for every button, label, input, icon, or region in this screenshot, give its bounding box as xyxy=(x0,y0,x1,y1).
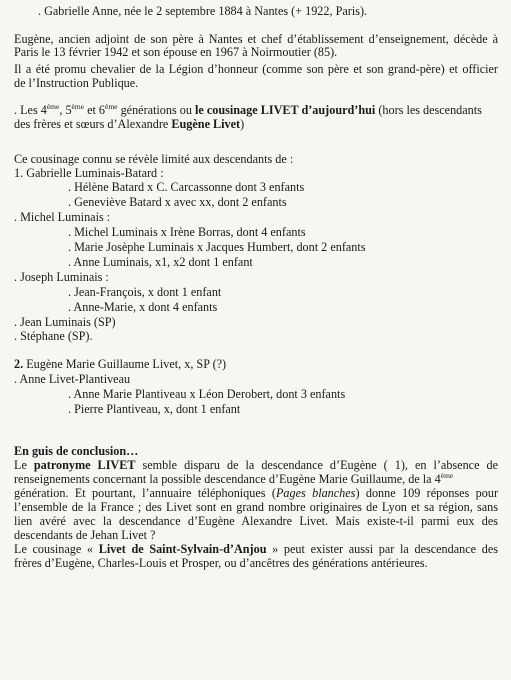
list-item: 2. Eugène Marie Guillaume Livet, x, SP (?) xyxy=(14,357,227,371)
list-item: . Anne-Marie, x dont 4 enfants xyxy=(68,300,218,314)
text-line: lien avéré avec la descendance d’Eugène Alexandre Livet. Mais existe-t-il parmi eux des xyxy=(14,514,498,528)
list-item: . Stéphane (SP). xyxy=(14,329,93,343)
list-item: . Pierre Plantiveau, x, dont 1 enfant xyxy=(68,402,241,416)
text-line: Le cousinage « Livet de Saint-Sylvain-d’Anjou » peut exister aussi par la descendance des xyxy=(14,542,498,556)
generations-heading-line: . Les 4ème, 5ème et 6ème générations ou le cousinage LIVET d’aujourd’hui (hors les descendants xyxy=(14,102,482,117)
cousinage-livet-bold: le cousinage LIVET d’aujourd’hui xyxy=(195,103,376,117)
list-item: . Anne Marie Plantiveau x Léon Derobert, dont 3 enfants xyxy=(68,387,346,401)
list-item: . Michel Luminais x Irène Borras, dont 4 enfants xyxy=(68,225,306,239)
conclusion-heading: En guis de conclusion… xyxy=(14,444,139,458)
text-line: descendants de Jehan Livet ? xyxy=(14,528,156,542)
generations-heading-line2: des frères et sœurs d’Alexandre Eugène Livet) xyxy=(14,117,245,131)
list-item: . Michel Luminais : xyxy=(14,210,111,224)
list-item: . Anne Livet-Plantiveau xyxy=(14,372,131,386)
list-item: . Anne Luminais, x1, x2 dont 1 enfant xyxy=(68,255,253,269)
list-item: . Geneviève Batard x avec xx, dont 2 enfants xyxy=(68,195,287,209)
text-line: de l’Instruction Publique. xyxy=(14,76,139,90)
text-line: l’ensemble de la France ; des Livet sont en grand nombre originaires de Lyon et sa région, sans xyxy=(14,500,498,514)
list-item: . Jean-François, x dont 1 enfant xyxy=(68,285,222,299)
list-item: . Hélène Batard x C. Carcassonne dont 3 enfants xyxy=(68,180,305,194)
list-item: . Joseph Luminais : xyxy=(14,270,109,284)
text-line: Paris le 13 février 1942 et son épouse en 1967 à Noirmoutier (85). xyxy=(14,45,338,59)
text-line: Il a été promu chevalier de la Légion d’honneur (comme son père et son grand-père) et officier xyxy=(14,62,498,76)
list-item: . Jean Luminais (SP) xyxy=(14,315,116,329)
text-line: Le patronyme LIVET semble disparu de la descendance d’Eugène ( 1), en l’absence de xyxy=(14,458,499,472)
intro-line: Ce cousinage connu se révèle limité aux descendants de : xyxy=(14,152,294,166)
text-line: frères d’Eugène, Charles-Louis et Prosper, ou d’ancêtres des générations antérieures. xyxy=(14,556,428,570)
list-item: 1. Gabrielle Luminais-Batard : xyxy=(14,166,164,180)
gabrielle-anne-line: . Gabrielle Anne, née le 2 septembre 1884 à Nantes (+ 1922, Paris). xyxy=(38,4,368,18)
list-item: . Marie Josèphe Luminais x Jacques Humbert, dont 2 enfants xyxy=(68,240,366,254)
text-line: Eugène, ancien adjoint de son père à Nantes et chef d’établissement d’enseignement, décède à xyxy=(14,32,498,46)
text-line: génération. Et pourtant, l’annuaire téléphoniques (Pages blanches) donne 109 réponses pour xyxy=(14,486,499,500)
text-line: renseignements concernant la possible descendance d’Eugène Marie Guillaume, de la 4ème xyxy=(14,471,454,486)
